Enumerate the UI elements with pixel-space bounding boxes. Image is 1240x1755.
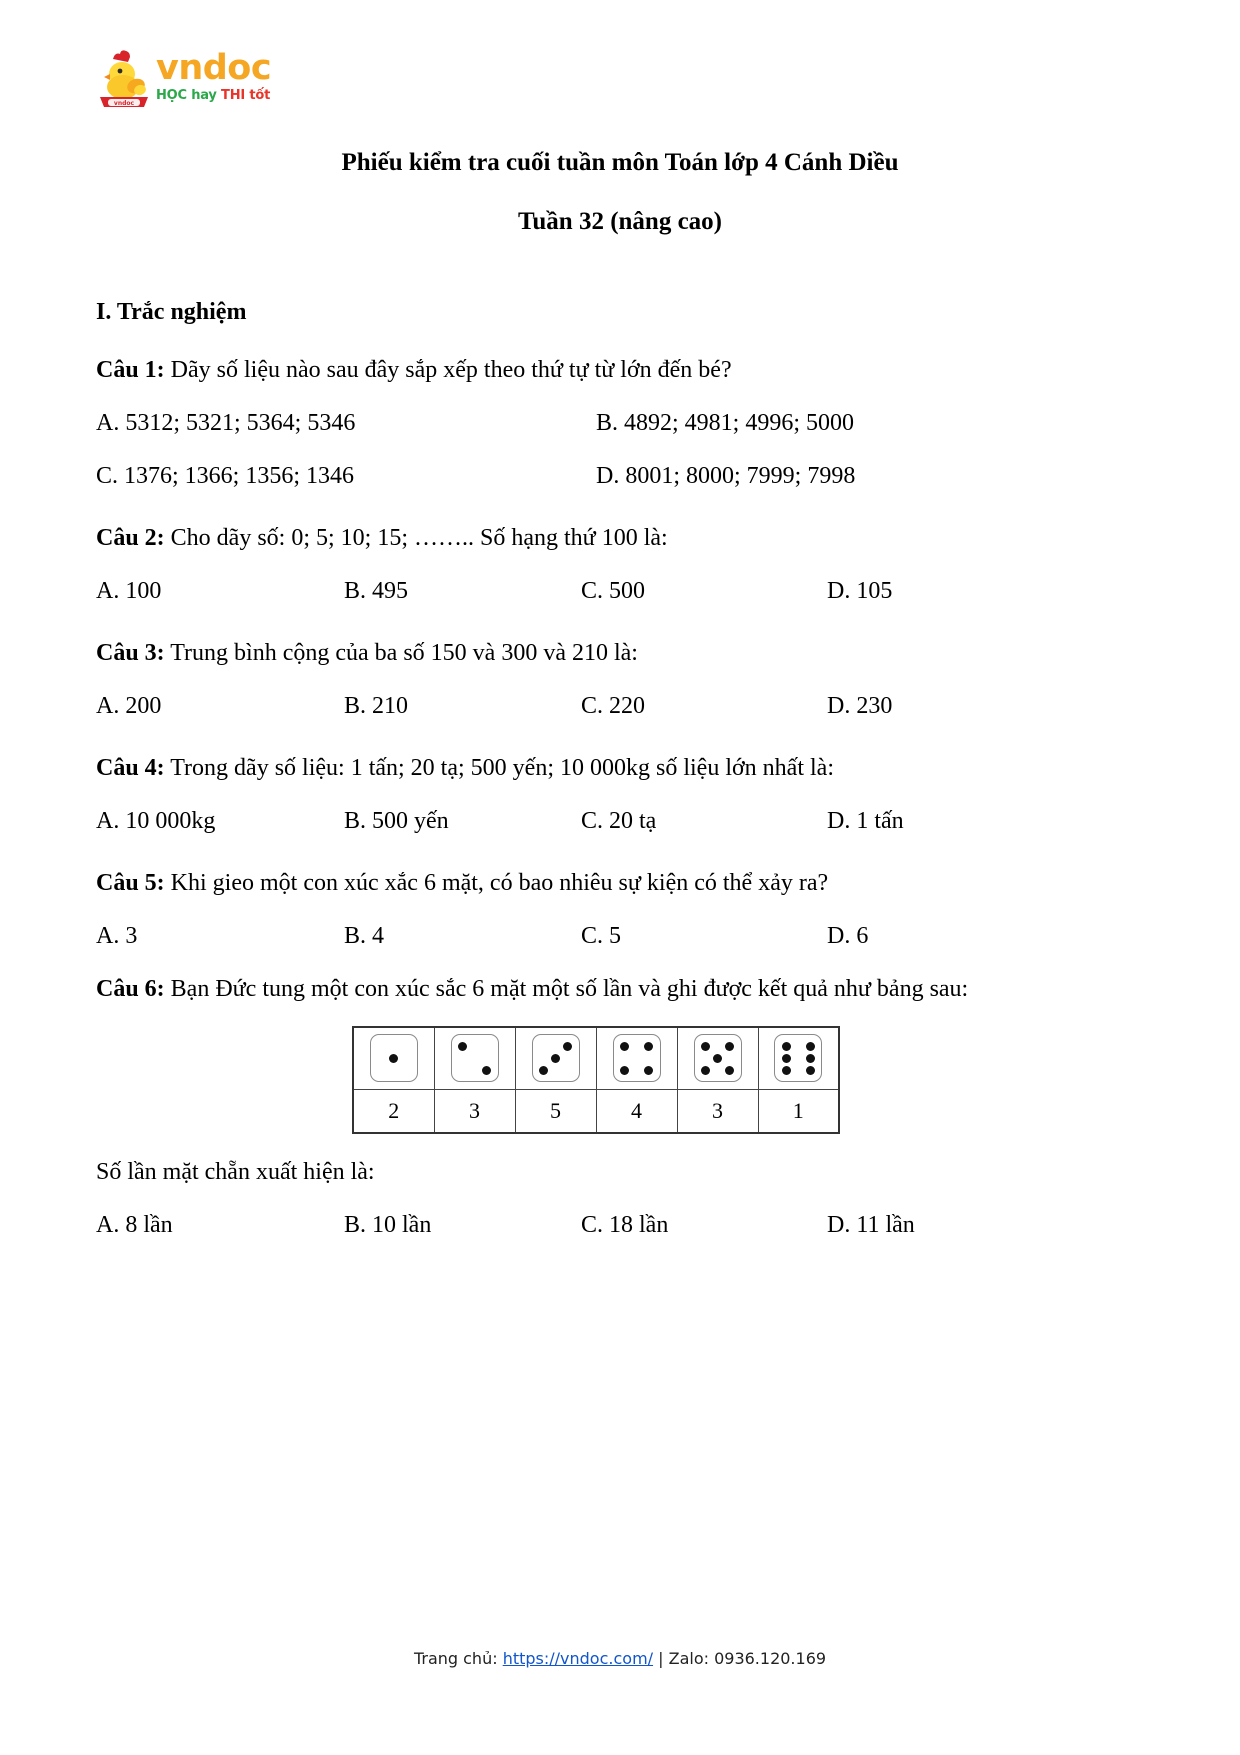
footer-suffix: | Zalo: 0936.120.169 <box>653 1649 827 1668</box>
question-3-text: Trung bình cộng của ba số 150 và 300 và 210 là: <box>164 640 638 666</box>
page-title: Phiếu kiểm tra cuối tuần môn Toán lớp 4 Cánh Diều <box>341 149 899 176</box>
logo-wordmark: vndoc <box>156 48 272 88</box>
question-1-option-b[interactable]: B. 4892; 4981; 4996; 5000 <box>596 410 855 436</box>
spacer <box>96 513 1096 522</box>
question-2-text: Cho dãy số: 0; 5; 10; 15; …….. Số hạng thứ 100 là: <box>164 525 668 551</box>
dice-face-cell-4 <box>596 1027 677 1089</box>
question-2-prompt <box>96 522 1096 555</box>
question-2-option-a[interactable]: A. 100 <box>96 578 162 604</box>
die-face-1-icon <box>370 1034 418 1082</box>
logo-tag-tot: tốt <box>249 88 271 103</box>
question-6-option-a[interactable]: A. 8 lần <box>96 1211 173 1238</box>
question-5-option-c[interactable]: C. 5 <box>581 923 622 949</box>
dice-face-cell-6 <box>758 1027 839 1089</box>
dice-count-cell-3: 5 <box>515 1089 596 1133</box>
worksheet-content <box>96 296 1096 1262</box>
question-3-label: Câu 3: <box>96 640 165 666</box>
question-4-option-a[interactable]: A. 10 000kg <box>96 808 216 834</box>
question-1-label: Câu 1: <box>96 357 165 383</box>
question-5-label: Câu 5: <box>96 870 165 896</box>
die-face-5-icon <box>694 1034 742 1082</box>
die-face-4-icon <box>613 1034 661 1082</box>
spacer <box>96 858 1096 867</box>
dice-face-cell-5 <box>677 1027 758 1089</box>
logo-tag-hay: hay <box>191 88 217 103</box>
question-3-prompt <box>96 637 1096 670</box>
dice-face-row <box>353 1027 839 1089</box>
spacer <box>96 628 1096 637</box>
question-6-text: Bạn Đức tung một con xúc sắc 6 mặt một số lần và ghi được kết quả như bảng sau: <box>164 976 969 1002</box>
dice-count-cell-2: 3 <box>434 1089 515 1133</box>
logo-tag-hoc: HỌC <box>156 88 187 103</box>
question-1-option-a[interactable]: A. 5312; 5321; 5364; 5346 <box>96 410 356 436</box>
svg-text:vndoc: vndoc <box>113 100 135 108</box>
question-4-text: Trong dãy số liệu: 1 tấn; 20 tạ; 500 yến; 10 000kg số liệu lớn nhất là: <box>164 755 834 781</box>
question-4-option-c[interactable]: C. 20 tạ <box>581 808 657 834</box>
question-3-option-a[interactable]: A. 200 <box>96 693 162 719</box>
footer-prefix: Trang chủ: <box>413 1649 503 1668</box>
dice-face-cell-2 <box>434 1027 515 1089</box>
dice-count-cell-5: 3 <box>677 1089 758 1133</box>
question-6-options <box>96 1209 1096 1242</box>
question-3-option-c[interactable]: C. 220 <box>581 693 646 719</box>
question-6-label: Câu 6: <box>96 976 165 1002</box>
question-6-subprompt: Số lần mặt chẵn xuất hiện là: <box>96 1158 375 1185</box>
question-1-text: Dãy số liệu nào sau đây sắp xếp theo thứ tự từ lớn đến bé? <box>164 357 732 383</box>
dice-count-cell-6: 1 <box>758 1089 839 1133</box>
section-heading-trac-nghiem: I. Trắc nghiệm <box>96 299 247 325</box>
logo-text <box>156 48 271 104</box>
question-5-text: Khi gieo một con xúc xắc 6 mặt, có bao nhiêu sự kiện có thể xảy ra? <box>164 870 829 896</box>
question-4-option-b[interactable]: B. 500 yến <box>344 808 449 834</box>
spacer <box>96 743 1096 752</box>
question-4-option-d[interactable]: D. 1 tấn <box>827 808 904 834</box>
die-face-3-icon <box>532 1034 580 1082</box>
question-1-prompt <box>96 354 1096 387</box>
die-face-2-icon <box>451 1034 499 1082</box>
question-2-options <box>96 575 1096 608</box>
question-2-option-c[interactable]: C. 500 <box>581 578 646 604</box>
dice-face-cell-3 <box>515 1027 596 1089</box>
dice-count-cell-1: 2 <box>353 1089 434 1133</box>
question-5-option-a[interactable]: A. 3 <box>96 923 138 949</box>
footer-homepage-link[interactable]: https://vndoc.com/ <box>502 1649 654 1668</box>
question-5-options <box>96 920 1096 953</box>
dice-count-cell-4: 4 <box>596 1089 677 1133</box>
question-6-prompt <box>96 973 1096 1006</box>
question-3-option-b[interactable]: B. 210 <box>344 693 409 719</box>
question-2-option-d[interactable]: D. 105 <box>827 578 893 604</box>
dice-results-table <box>352 1026 840 1134</box>
dice-face-cell-1 <box>353 1027 434 1089</box>
question-1-option-d[interactable]: D. 8001; 8000; 7999; 7998 <box>596 463 856 489</box>
question-2-option-b[interactable]: B. 495 <box>344 578 409 604</box>
question-1-option-c[interactable]: C. 1376; 1366; 1356; 1346 <box>96 463 355 489</box>
question-5-option-d[interactable]: D. 6 <box>827 923 869 949</box>
question-1-options <box>96 407 1096 440</box>
die-face-6-icon <box>774 1034 822 1082</box>
question-5-option-b[interactable]: B. 4 <box>344 923 385 949</box>
vndoc-chick-mascot-icon <box>96 50 152 112</box>
question-3-options <box>96 690 1096 723</box>
logo-tag-thi: THI <box>221 88 246 103</box>
question-6-option-b[interactable]: B. 10 lần <box>344 1211 432 1238</box>
question-2-label: Câu 2: <box>96 525 165 551</box>
page-subtitle: Tuần 32 (nâng cao) <box>518 208 722 235</box>
question-4-label: Câu 4: <box>96 755 165 781</box>
dice-count-row <box>353 1089 839 1133</box>
question-5-prompt <box>96 867 1096 900</box>
question-4-options <box>96 805 1096 838</box>
logo-tagline <box>156 88 271 104</box>
page-footer <box>0 1648 1240 1670</box>
question-6-option-d[interactable]: D. 11 lần <box>827 1211 915 1238</box>
question-6-option-c[interactable]: C. 18 lần <box>581 1211 669 1238</box>
question-1-options-row2 <box>96 460 1096 493</box>
vndoc-logo[interactable] <box>96 48 272 120</box>
dice-results-table-wrapper <box>96 1026 1096 1134</box>
question-4-prompt <box>96 752 1096 785</box>
question-3-option-d[interactable]: D. 230 <box>827 693 893 719</box>
